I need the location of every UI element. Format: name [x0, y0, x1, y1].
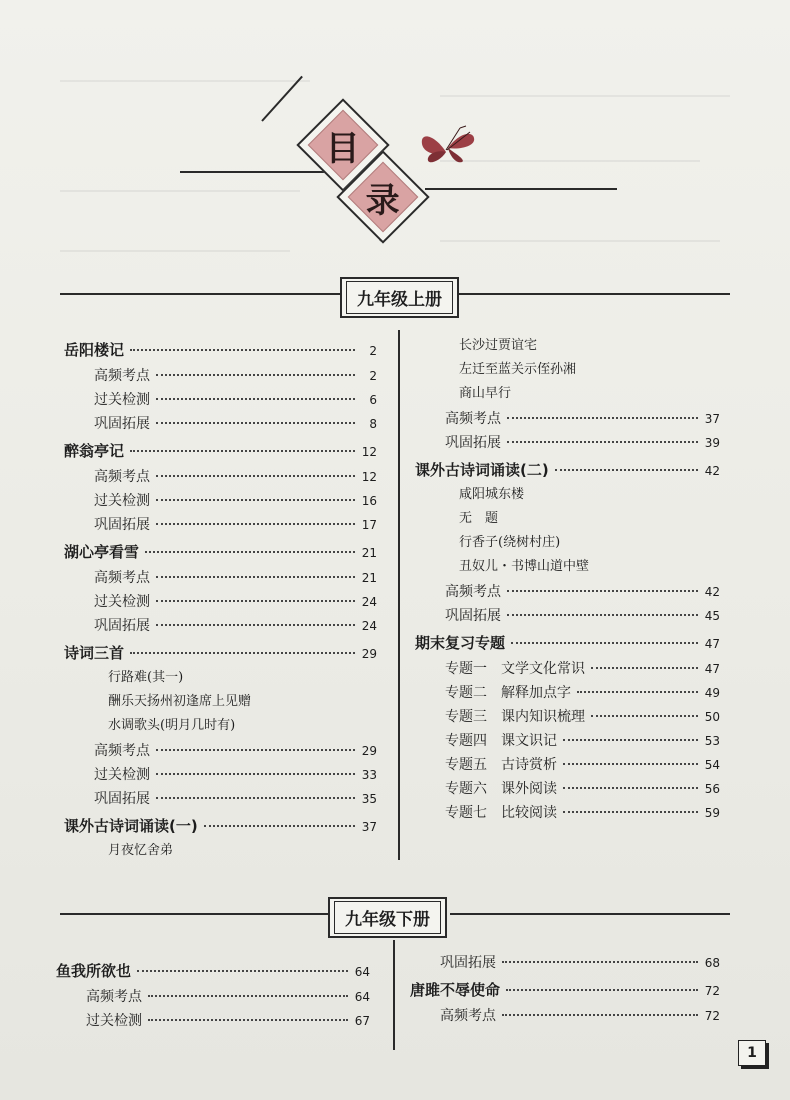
- column-divider-lower: [393, 940, 395, 1050]
- toc-leader-dots: [130, 349, 355, 351]
- toc-leader-dots: [506, 989, 698, 991]
- butterfly-icon: [416, 124, 482, 168]
- toc-leader-dots: [156, 374, 355, 376]
- toc-poem-entry: 咸阳城东楼: [459, 487, 525, 502]
- toc-entry-title: 专题三 课内知识梳理: [445, 709, 585, 725]
- toc-lower-right-column: [410, 950, 720, 1027]
- toc-entry-page: 6: [369, 393, 377, 407]
- toc-entry-title: 课外古诗词诵读(二): [415, 461, 549, 479]
- toc-chapter-entry[interactable]: [410, 974, 720, 1003]
- toc-section-entry[interactable]: [64, 738, 377, 762]
- toc-leader-dots: [502, 961, 698, 963]
- toc-chapter-entry[interactable]: [415, 454, 720, 483]
- toc-chapter-entry[interactable]: [415, 627, 720, 656]
- toc-section-entry[interactable]: [64, 464, 377, 488]
- toc-leader-dots: [156, 398, 355, 400]
- toc-entry-title: 高频考点: [94, 570, 150, 586]
- toc-entry-title: 高频考点: [94, 368, 150, 384]
- toc-poem-entry: 左迁至蓝关示侄孙湘: [459, 362, 577, 377]
- toc-entry-title: 过关检测: [86, 1013, 142, 1029]
- toc-entry-page: 8: [369, 417, 377, 431]
- toc-poem-entry: 行香子(绕树村庄): [459, 535, 561, 550]
- toc-leader-dots: [148, 995, 348, 997]
- toc-leader-dots: [577, 691, 698, 693]
- toc-section-entry[interactable]: [415, 752, 720, 776]
- toc-entry-title: 过关检测: [94, 493, 150, 509]
- toc-leader-dots: [502, 1014, 698, 1016]
- toc-leader-dots: [507, 417, 698, 419]
- toc-section-entry[interactable]: [415, 603, 720, 627]
- toc-upper-right-column: [415, 334, 720, 824]
- header-rule-right: [425, 188, 617, 190]
- toc-leader-dots: [204, 825, 355, 827]
- toc-entry-page: 37: [704, 412, 720, 426]
- toc-section-entry[interactable]: [64, 411, 377, 435]
- toc-section-entry[interactable]: [64, 613, 377, 637]
- toc-poem-entry: 长沙过贾谊宅: [459, 338, 538, 353]
- toc-entry-title: 过关检测: [94, 594, 150, 610]
- title-char-2: 录: [366, 180, 400, 221]
- toc-entry-title: 唐雎不辱使命: [410, 981, 501, 999]
- toc-entry-page: 21: [361, 571, 377, 585]
- toc-entry-page: 53: [704, 734, 720, 748]
- toc-leader-dots: [156, 773, 355, 775]
- toc-leader-dots: [507, 441, 698, 443]
- toc-poem-entry: 酬乐天扬州初逢席上见赠: [108, 694, 252, 709]
- toc-section-entry[interactable]: [415, 728, 720, 752]
- toc-entry-title: 巩固拓展: [440, 955, 496, 971]
- toc-poem-entry: 商山早行: [459, 386, 512, 401]
- toc-leader-dots: [591, 715, 698, 717]
- toc-entry-title: 过关检测: [94, 392, 150, 408]
- toc-leader-dots: [156, 523, 355, 525]
- toc-entry-page: 64: [354, 990, 370, 1004]
- toc-upper-left-column: [64, 334, 377, 863]
- toc-entry-title: 巩固拓展: [445, 435, 501, 451]
- toc-entry-title: 高频考点: [94, 469, 150, 485]
- toc-section-entry[interactable]: [64, 565, 377, 589]
- toc-entry-page: 45: [704, 609, 720, 623]
- toc-entry-title: 高频考点: [86, 989, 142, 1005]
- toc-entry-page: 56: [704, 782, 720, 796]
- toc-section-entry[interactable]: [56, 1008, 370, 1032]
- toc-section-entry[interactable]: [56, 984, 370, 1008]
- toc-section-entry[interactable]: [415, 656, 720, 680]
- toc-poem-entry: 无 题: [459, 511, 499, 526]
- toc-entry-title: 高频考点: [445, 411, 501, 427]
- header-rule-left: [180, 171, 330, 173]
- toc-entry-page: 29: [361, 744, 377, 758]
- toc-entry-title: 巩固拓展: [94, 618, 150, 634]
- toc-leader-dots: [507, 590, 698, 592]
- toc-entry-page: 24: [361, 595, 377, 609]
- toc-entry-title: 湖心亭看雪: [64, 543, 140, 561]
- toc-section-entry[interactable]: [64, 589, 377, 613]
- toc-entry-page: 72: [704, 1009, 720, 1023]
- toc-poem-entry: 丑奴儿・书博山道中壁: [459, 559, 590, 574]
- toc-section-entry[interactable]: [64, 512, 377, 536]
- toc-entry-title: 诗词三首: [64, 644, 125, 662]
- toc-entry-title: 课外古诗词诵读(一): [64, 817, 198, 835]
- toc-section-entry[interactable]: [410, 950, 720, 974]
- toc-entry-title: 专题二 解释加点字: [445, 685, 571, 701]
- toc-entry-title: 巩固拓展: [94, 416, 150, 432]
- toc-entry-page: 33: [361, 768, 377, 782]
- volume-lower-heading: [328, 897, 447, 938]
- toc-leader-dots: [591, 667, 698, 669]
- toc-entry-page: 12: [361, 470, 377, 484]
- volume-upper-heading: [340, 277, 459, 318]
- toc-chapter-entry[interactable]: [64, 435, 377, 464]
- volume-lower-label: 九年级下册: [334, 901, 441, 934]
- toc-section-entry[interactable]: [415, 680, 720, 704]
- toc-leader-dots: [156, 499, 355, 501]
- toc-entry-page: 29: [361, 647, 377, 661]
- toc-entry-title: 专题一 文学文化常识: [445, 661, 585, 677]
- toc-entry-title: 专题七 比较阅读: [445, 805, 557, 821]
- toc-entry-page: 49: [704, 686, 720, 700]
- toc-leader-dots: [156, 600, 355, 602]
- toc-entry-page: 16: [361, 494, 377, 508]
- toc-section-entry[interactable]: [415, 776, 720, 800]
- title-char-1: 目: [326, 128, 360, 169]
- toc-entry-title: 巩固拓展: [94, 517, 150, 533]
- toc-chapter-entry[interactable]: [56, 955, 370, 984]
- toc-leader-dots: [156, 422, 355, 424]
- toc-entry-title: 巩固拓展: [445, 608, 501, 624]
- toc-leader-dots: [563, 811, 698, 813]
- toc-entry-page: 50: [704, 710, 720, 724]
- toc-leader-dots: [156, 576, 355, 578]
- toc-entry-page: 47: [704, 662, 720, 676]
- toc-leader-dots: [156, 475, 355, 477]
- toc-entry-page: 39: [704, 436, 720, 450]
- toc-entry-page: 17: [361, 518, 377, 532]
- toc-chapter-entry[interactable]: [64, 334, 377, 363]
- toc-entry-page: 2: [369, 344, 377, 358]
- toc-entry-title: 岳阳楼记: [64, 341, 125, 359]
- toc-entry-title: 高频考点: [440, 1008, 496, 1024]
- toc-section-entry[interactable]: [410, 1003, 720, 1027]
- toc-entry-page: 2: [369, 369, 377, 383]
- toc-section-entry[interactable]: [64, 363, 377, 387]
- toc-entry-title: 专题五 古诗赏析: [445, 757, 557, 773]
- toc-section-entry[interactable]: [64, 387, 377, 411]
- toc-entry-page: 24: [361, 619, 377, 633]
- toc-entry-page: 42: [704, 464, 720, 478]
- toc-leader-dots: [130, 652, 355, 654]
- toc-entry-page: 59: [704, 806, 720, 820]
- toc-poem-entry: 月夜忆舍弟: [108, 843, 174, 858]
- toc-entry-title: 高频考点: [94, 743, 150, 759]
- toc-leader-dots: [145, 551, 355, 553]
- toc-entry-title: 醉翁亭记: [64, 442, 125, 460]
- toc-entry-page: 72: [704, 984, 720, 998]
- toc-section-entry[interactable]: [415, 406, 720, 430]
- toc-leader-dots: [507, 614, 698, 616]
- toc-leader-dots: [148, 1019, 348, 1021]
- toc-chapter-entry[interactable]: [64, 810, 377, 839]
- toc-section-entry[interactable]: [415, 800, 720, 824]
- toc-entry-page: 21: [361, 546, 377, 560]
- toc-entry-page: 47: [704, 637, 720, 651]
- toc-entry-title: 期末复习专题: [415, 634, 506, 652]
- toc-entry-page: 68: [704, 956, 720, 970]
- toc-entry-title: 专题六 课外阅读: [445, 781, 557, 797]
- toc-poem-entry: 水调歌头(明月几时有): [108, 718, 236, 733]
- toc-entry-page: 35: [361, 792, 377, 806]
- toc-section-entry[interactable]: [415, 430, 720, 454]
- toc-entry-title: 高频考点: [445, 584, 501, 600]
- volume-upper-label: 九年级上册: [346, 281, 453, 314]
- toc-entry-title: 过关检测: [94, 767, 150, 783]
- toc-section-entry[interactable]: [64, 762, 377, 786]
- toc-entry-page: 12: [361, 445, 377, 459]
- toc-entry-page: 37: [361, 820, 377, 834]
- page-number: 1: [738, 1040, 766, 1066]
- toc-leader-dots: [563, 787, 698, 789]
- column-divider-upper: [398, 330, 400, 860]
- toc-entry-page: 67: [354, 1014, 370, 1028]
- toc-section-entry[interactable]: [64, 488, 377, 512]
- toc-leader-dots: [137, 970, 348, 972]
- toc-leader-dots: [555, 469, 698, 471]
- toc-entry-page: 64: [354, 965, 370, 979]
- toc-chapter-entry[interactable]: [64, 536, 377, 565]
- toc-leader-dots: [563, 763, 698, 765]
- toc-entry-title: 巩固拓展: [94, 791, 150, 807]
- toc-chapter-entry[interactable]: [64, 637, 377, 666]
- toc-leader-dots: [156, 624, 355, 626]
- toc-leader-dots: [511, 642, 698, 644]
- toc-poem-entry: 行路难(其一): [108, 670, 184, 685]
- toc-entry-page: 42: [704, 585, 720, 599]
- toc-entry-title: 专题四 课文识记: [445, 733, 557, 749]
- toc-leader-dots: [563, 739, 698, 741]
- toc-section-entry[interactable]: [415, 579, 720, 603]
- toc-lower-left-column: [56, 955, 370, 1032]
- toc-leader-dots: [130, 450, 355, 452]
- toc-leader-dots: [156, 749, 355, 751]
- toc-section-entry[interactable]: [415, 704, 720, 728]
- toc-entry-title: 鱼我所欲也: [56, 962, 132, 980]
- toc-section-entry[interactable]: [64, 786, 377, 810]
- toc-leader-dots: [156, 797, 355, 799]
- toc-entry-page: 54: [704, 758, 720, 772]
